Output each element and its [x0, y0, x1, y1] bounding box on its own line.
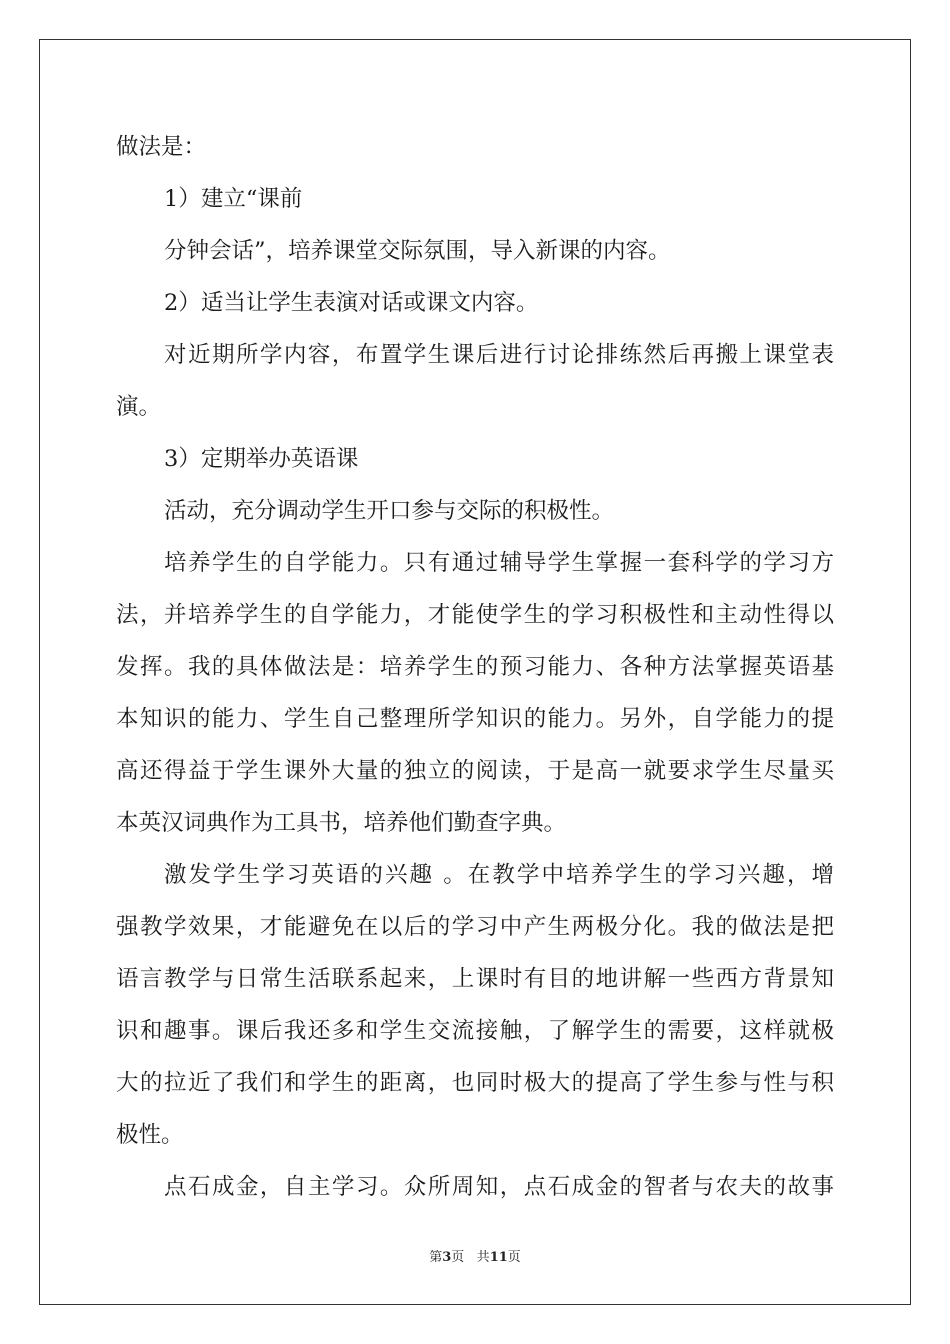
page-footer: [0, 1246, 950, 1265]
document-body: [116, 126, 834, 1218]
text-line: 3）定期举办英语课: [164, 446, 359, 472]
text-line: 激发学生学习英语的兴趣 。在教学中培养学生的学习兴趣，增: [164, 862, 834, 888]
footer-total-suffix: 页: [507, 1250, 521, 1265]
text-line: 培养学生的自学能力。只有通过辅导学生掌握一套科学的学习方: [164, 550, 834, 576]
text-line: 法，并培养学生的自学能力，才能使学生的学习积极性和主动性得以: [116, 602, 834, 628]
text-line: 演。: [116, 394, 162, 420]
footer-total-pages: 11: [489, 1250, 508, 1265]
text-line: 本知识的能力、学生自己整理所学知识的能力。另外，自学能力的提: [116, 706, 834, 732]
text-line: 极性。: [116, 1122, 184, 1148]
footer-page-suffix: 页: [451, 1250, 465, 1265]
text-line: 高还得益于学生课外大量的独立的阅读，于是高一就要求学生尽量买: [116, 758, 834, 784]
text-line: 点石成金，自主学习。众所周知，点石成金的智者与农夫的故事: [164, 1174, 834, 1200]
text-line: 1）建立“课前: [164, 186, 303, 212]
text-line: 分钟会话”，培养课堂交际氛围，导入新课的内容。: [164, 238, 671, 264]
footer-total-prefix: 共: [476, 1250, 490, 1265]
text-line: 做法是：: [116, 134, 207, 160]
footer-page-prefix: 第: [429, 1250, 443, 1265]
text-line: 活动，充分调动学生开口参与交际的积极性。: [164, 498, 615, 524]
text-line: 语言教学与日常生活联系起来，上课时有目的地讲解一些西方背景知: [116, 966, 834, 992]
footer-page-number: 3: [442, 1250, 452, 1265]
text-line: 本英汉词典作为工具书，培养他们勤查字典。: [116, 810, 567, 836]
text-line: 对近期所学内容，布置学生课后进行讨论排练然后再搬上课堂表: [164, 342, 834, 368]
text-line: 大的拉近了我们和学生的距离，也同时极大的提高了学生参与性与积: [116, 1070, 834, 1096]
text-line: 发挥。我的具体做法是：培养学生的预习能力、各种方法掌握英语基: [116, 654, 834, 680]
text-line: 2）适当让学生表演对话或课文内容。: [164, 290, 539, 316]
text-line: 强教学效果，才能避免在以后的学习中产生两极分化。我的做法是把: [116, 914, 834, 940]
text-line: 识和趣事。课后我还多和学生交流接触，了解学生的需要，这样就极: [116, 1018, 834, 1044]
